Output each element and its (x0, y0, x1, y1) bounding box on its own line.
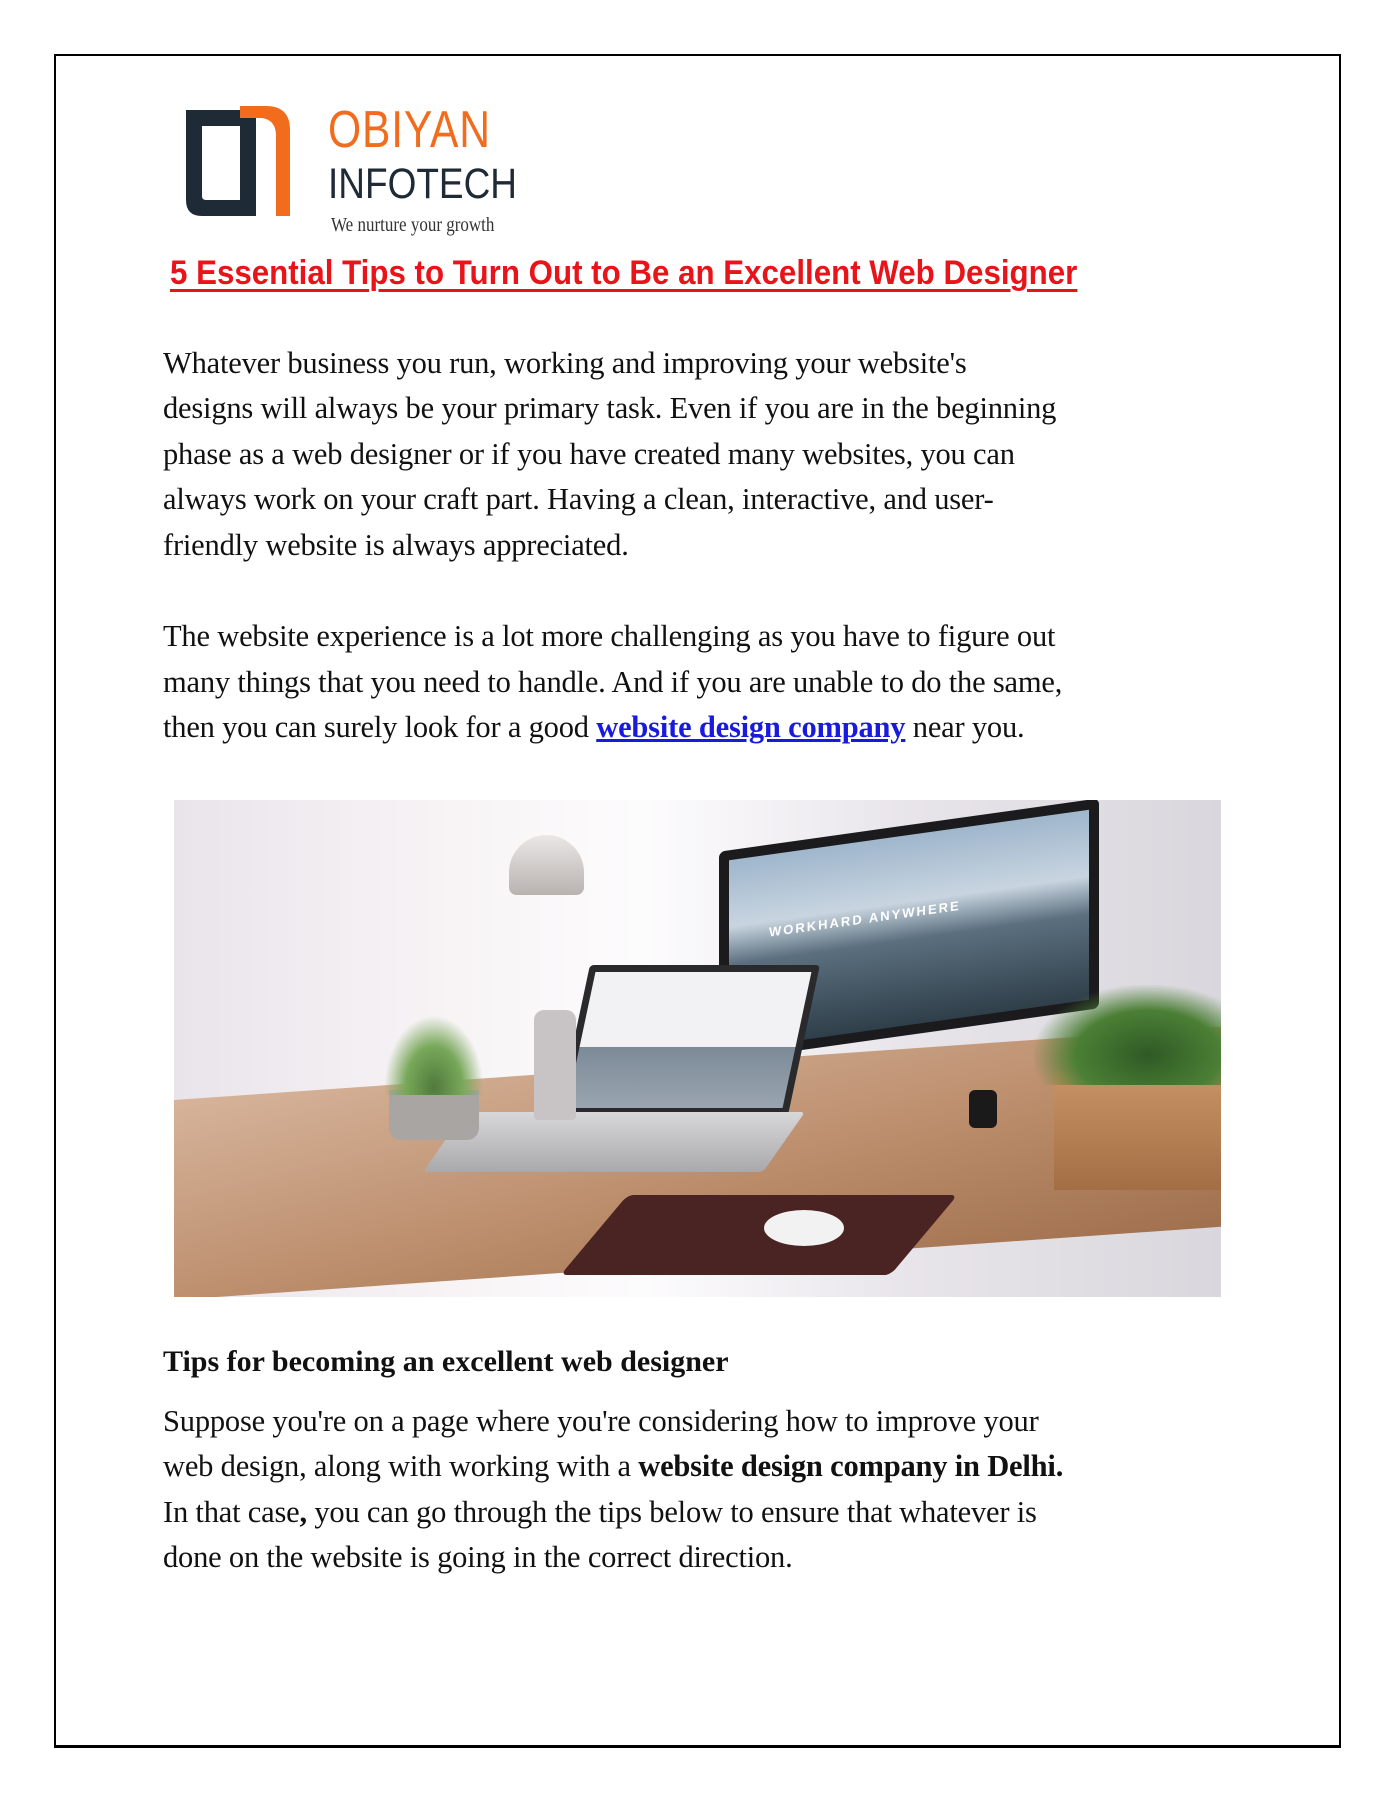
mousepad (560, 1195, 957, 1275)
para1-line: phase as a web designer or if you have created many websites, you can (163, 437, 1015, 471)
mouse (764, 1210, 844, 1246)
website-design-company-link[interactable]: website design company (596, 710, 906, 744)
desk-workspace-photo (174, 800, 1221, 1297)
para1-line: always work on your craft part. Having a clean, interactive, and user- (163, 482, 994, 516)
para3-line (163, 1449, 1063, 1484)
bold-keyword: website design company in Delhi. (638, 1449, 1064, 1483)
text: then you can surely look for a good (163, 710, 597, 744)
para1-line: designs will always be your primary task. Even if you are in the beginning (163, 391, 1057, 425)
laptop-screen (558, 965, 820, 1115)
planter-foliage (1034, 985, 1221, 1085)
text: you can go through the tips below to ensure that whatever is (306, 1495, 1037, 1529)
logo-tagline: We nurture your growth (331, 214, 495, 236)
text: web design, along with working with a (163, 1449, 639, 1483)
section-heading: Tips for becoming an excellent web designer (163, 1345, 729, 1378)
bottle (534, 1010, 576, 1120)
para3-line (163, 1495, 1037, 1530)
para3-line: Suppose you're on a page where you're considering how to improve your (163, 1404, 1039, 1438)
para1-line: Whatever business you run, working and improving your website's (163, 346, 967, 380)
plant (384, 1015, 484, 1095)
laptop-base (423, 1112, 805, 1172)
pen-holder (969, 1090, 997, 1128)
para2-line (163, 710, 1024, 745)
para1-line: friendly website is always appreciated. (163, 528, 629, 562)
para2-line: The website experience is a lot more challenging as you have to figure out (163, 619, 1056, 653)
wooden-planter (1054, 1070, 1221, 1190)
lamp (509, 835, 584, 895)
para3-line: done on the website is going in the correct direction. (163, 1540, 793, 1574)
plant-pot (389, 1090, 479, 1140)
logo-mark-icon (178, 100, 293, 220)
logo-brand-line1: OBIYAN (328, 101, 491, 159)
page-title: 5 Essential Tips to Turn Out to Be an Excellent Web Designer (170, 254, 1078, 292)
logo-brand-line2: INFOTECH (328, 160, 518, 208)
text: In that case (163, 1495, 300, 1529)
bold-comma: , (299, 1495, 307, 1529)
text: near you. (905, 710, 1025, 744)
company-logo (176, 96, 546, 238)
para2-line: many things that you need to handle. And if you are unable to do the same, (163, 665, 1063, 699)
monitor-screen-text: WORKHARD ANYWHERE (729, 810, 1089, 1051)
